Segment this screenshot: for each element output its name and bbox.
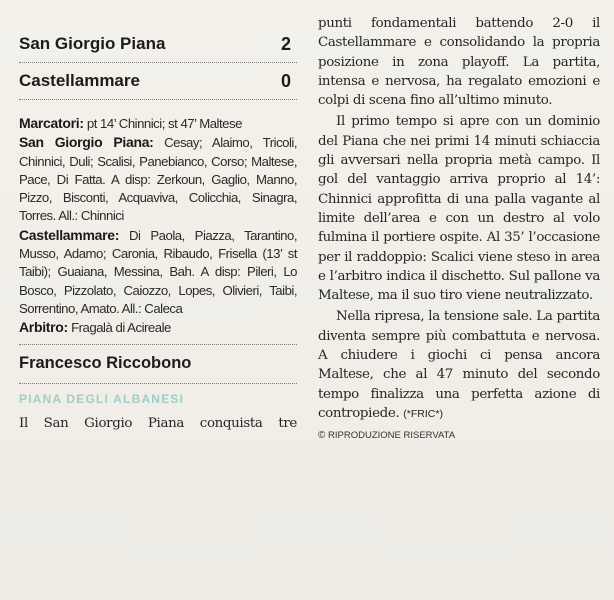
home-lineup-label: San Giorgio Piana: xyxy=(19,134,154,151)
scorers-line xyxy=(19,114,297,133)
match-report-column xyxy=(19,26,297,433)
author-byline: Francesco Riccobono xyxy=(19,354,192,373)
copyright-text: RIPRODUZIONE RISERVATA xyxy=(328,430,456,442)
home-team-score: 2 xyxy=(280,33,291,54)
referee-line xyxy=(19,318,297,337)
article-lead-left: Il San Giorgio Piana conquista tre xyxy=(19,415,297,431)
article-paragraph-2: Il primo tempo si apre con un dominio del Piana che nei primi 14 minuti schiaccia gli avversari nella propria metà campo. Il gol del vantaggio arriva proprio al 14’: Chinnici approfitta di una palla vagante al limite dell’area e con un destro al volo fulmina il portiere ospite. Al 35’ l’occasione per il raddoppio: Scalici viene steso in area e l’arbitro indica il dischetto. Sul pallone va Maltese, ma il suo tiro viene neutralizzato. xyxy=(318,114,600,304)
article-lead-continued: punti fondamentali battendo 2-0 il Castellammare e consolidando la propria posizione in zona playoff. La partita, intensa e nervosa, ha regalato emozioni e colpi di scena fino all’ultimo minuto. xyxy=(318,16,600,109)
author-signature: (*FRIC*) xyxy=(403,407,443,420)
dateline: PIANA DEGLI ALBANESI xyxy=(19,391,185,406)
divider xyxy=(19,99,297,100)
referee-label: Arbitro: xyxy=(19,319,68,336)
home-lineup-line xyxy=(19,133,297,225)
home-lineup-text: Cesay; Alaimo, Tricoli, Chinnici, Duli; Scalisi, Panebianco, Corso; Maltese, Pace, Di Fatta. A disp: Zerkoun, Gaglio, Manno, Pizzo, Bisconti, Acquaviva, Colicchia, Sinagra, Torres. All.: Chinnici xyxy=(19,135,298,224)
scorers-text: pt 14’ Chinnici; st 47’ Maltese xyxy=(86,116,242,131)
article-paragraph-3-text: Nella ripresa, la tensione sale. La partita diventa sempre più combattuta e nervosa. A chiudere i giochi ci pensa ancora Maltese, che al 47 minuto del secondo tempo finalizza una perfetta azione di contropiede. xyxy=(318,309,600,421)
copyright-icon: © xyxy=(318,430,326,442)
copyright-notice xyxy=(318,430,600,441)
away-score-row xyxy=(19,63,297,99)
away-team-score: 0 xyxy=(280,70,291,91)
article-paragraph-3 xyxy=(318,307,600,424)
away-lineup-label: Castellammare: xyxy=(19,226,120,243)
referee-text: Fragalà di Acireale xyxy=(71,320,171,336)
match-details xyxy=(19,114,297,338)
away-lineup-text: Di Paola, Piazza, Tarantino, Musso, Adamo; Caronia, Ribaudo, Frisella (13’ st Taibi); Guaiana, Messina, Bah. A disp: Pileri, Lo Bosco, Pizzolato, Caiozzo, Lopes, Olivieri, Taibi, Sorrentino, Amato. All.: Caleca xyxy=(19,227,297,316)
home-team-name: San Giorgio Piana xyxy=(19,34,166,53)
scorers-label: Marcatori: xyxy=(19,115,84,131)
home-score-row xyxy=(19,26,297,62)
divider xyxy=(19,383,297,384)
article-body-column xyxy=(318,14,600,441)
away-lineup-line xyxy=(19,226,297,318)
away-team-name: Castellammare xyxy=(19,71,140,90)
